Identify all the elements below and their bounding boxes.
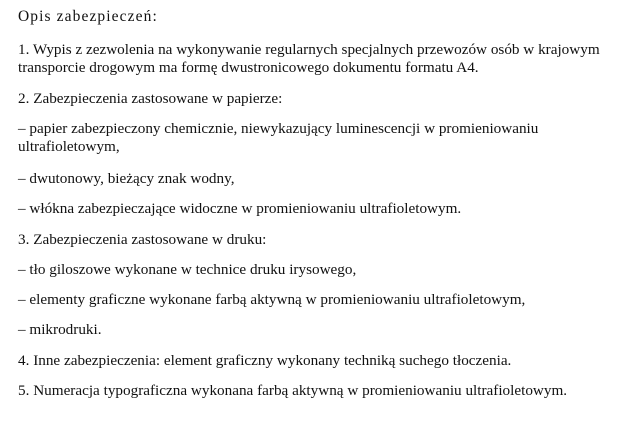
paragraph-2: 2. Zabezpieczenia zastosowane w papierze: (18, 90, 283, 107)
print-item-1: – tło giloszowe wykonane w technice druku irysowego, (18, 261, 357, 278)
paragraph-1-line-1: 1. Wypis z zezwolenia na wykonywanie regularnych specjalnych przewozów osób w krajowym (18, 41, 600, 58)
paragraph-5: 5. Numeracja typograficzna wykonana farbą aktywną w promieniowaniu ultrafioletowym. (18, 382, 568, 399)
paragraph-4: 4. Inne zabezpieczenia: element graficzny wykonany techniką suchego tłoczenia. (18, 352, 512, 369)
document-title: Opis zabezpieczeń: (18, 8, 158, 25)
paper-item-3: – włókna zabezpieczające widoczne w promieniowaniu ultrafioletowym. (18, 200, 462, 217)
paper-item-1-line-2: ultrafioletowym, (18, 138, 120, 155)
paper-item-1-line-1: – papier zabezpieczony chemicznie, niewykazujący luminescencji w promieniowaniu (18, 120, 539, 137)
paragraph-3: 3. Zabezpieczenia zastosowane w druku: (18, 231, 267, 248)
paragraph-1-line-2: transporcie drogowym ma formę dwustronicowego dokumentu formatu A4. (18, 59, 479, 76)
paper-item-2: – dwutonowy, bieżący znak wodny, (18, 170, 235, 187)
print-item-3: – mikrodruki. (18, 321, 102, 338)
print-item-2: – elementy graficzne wykonane farbą aktywną w promieniowaniu ultrafioletowym, (18, 291, 526, 308)
